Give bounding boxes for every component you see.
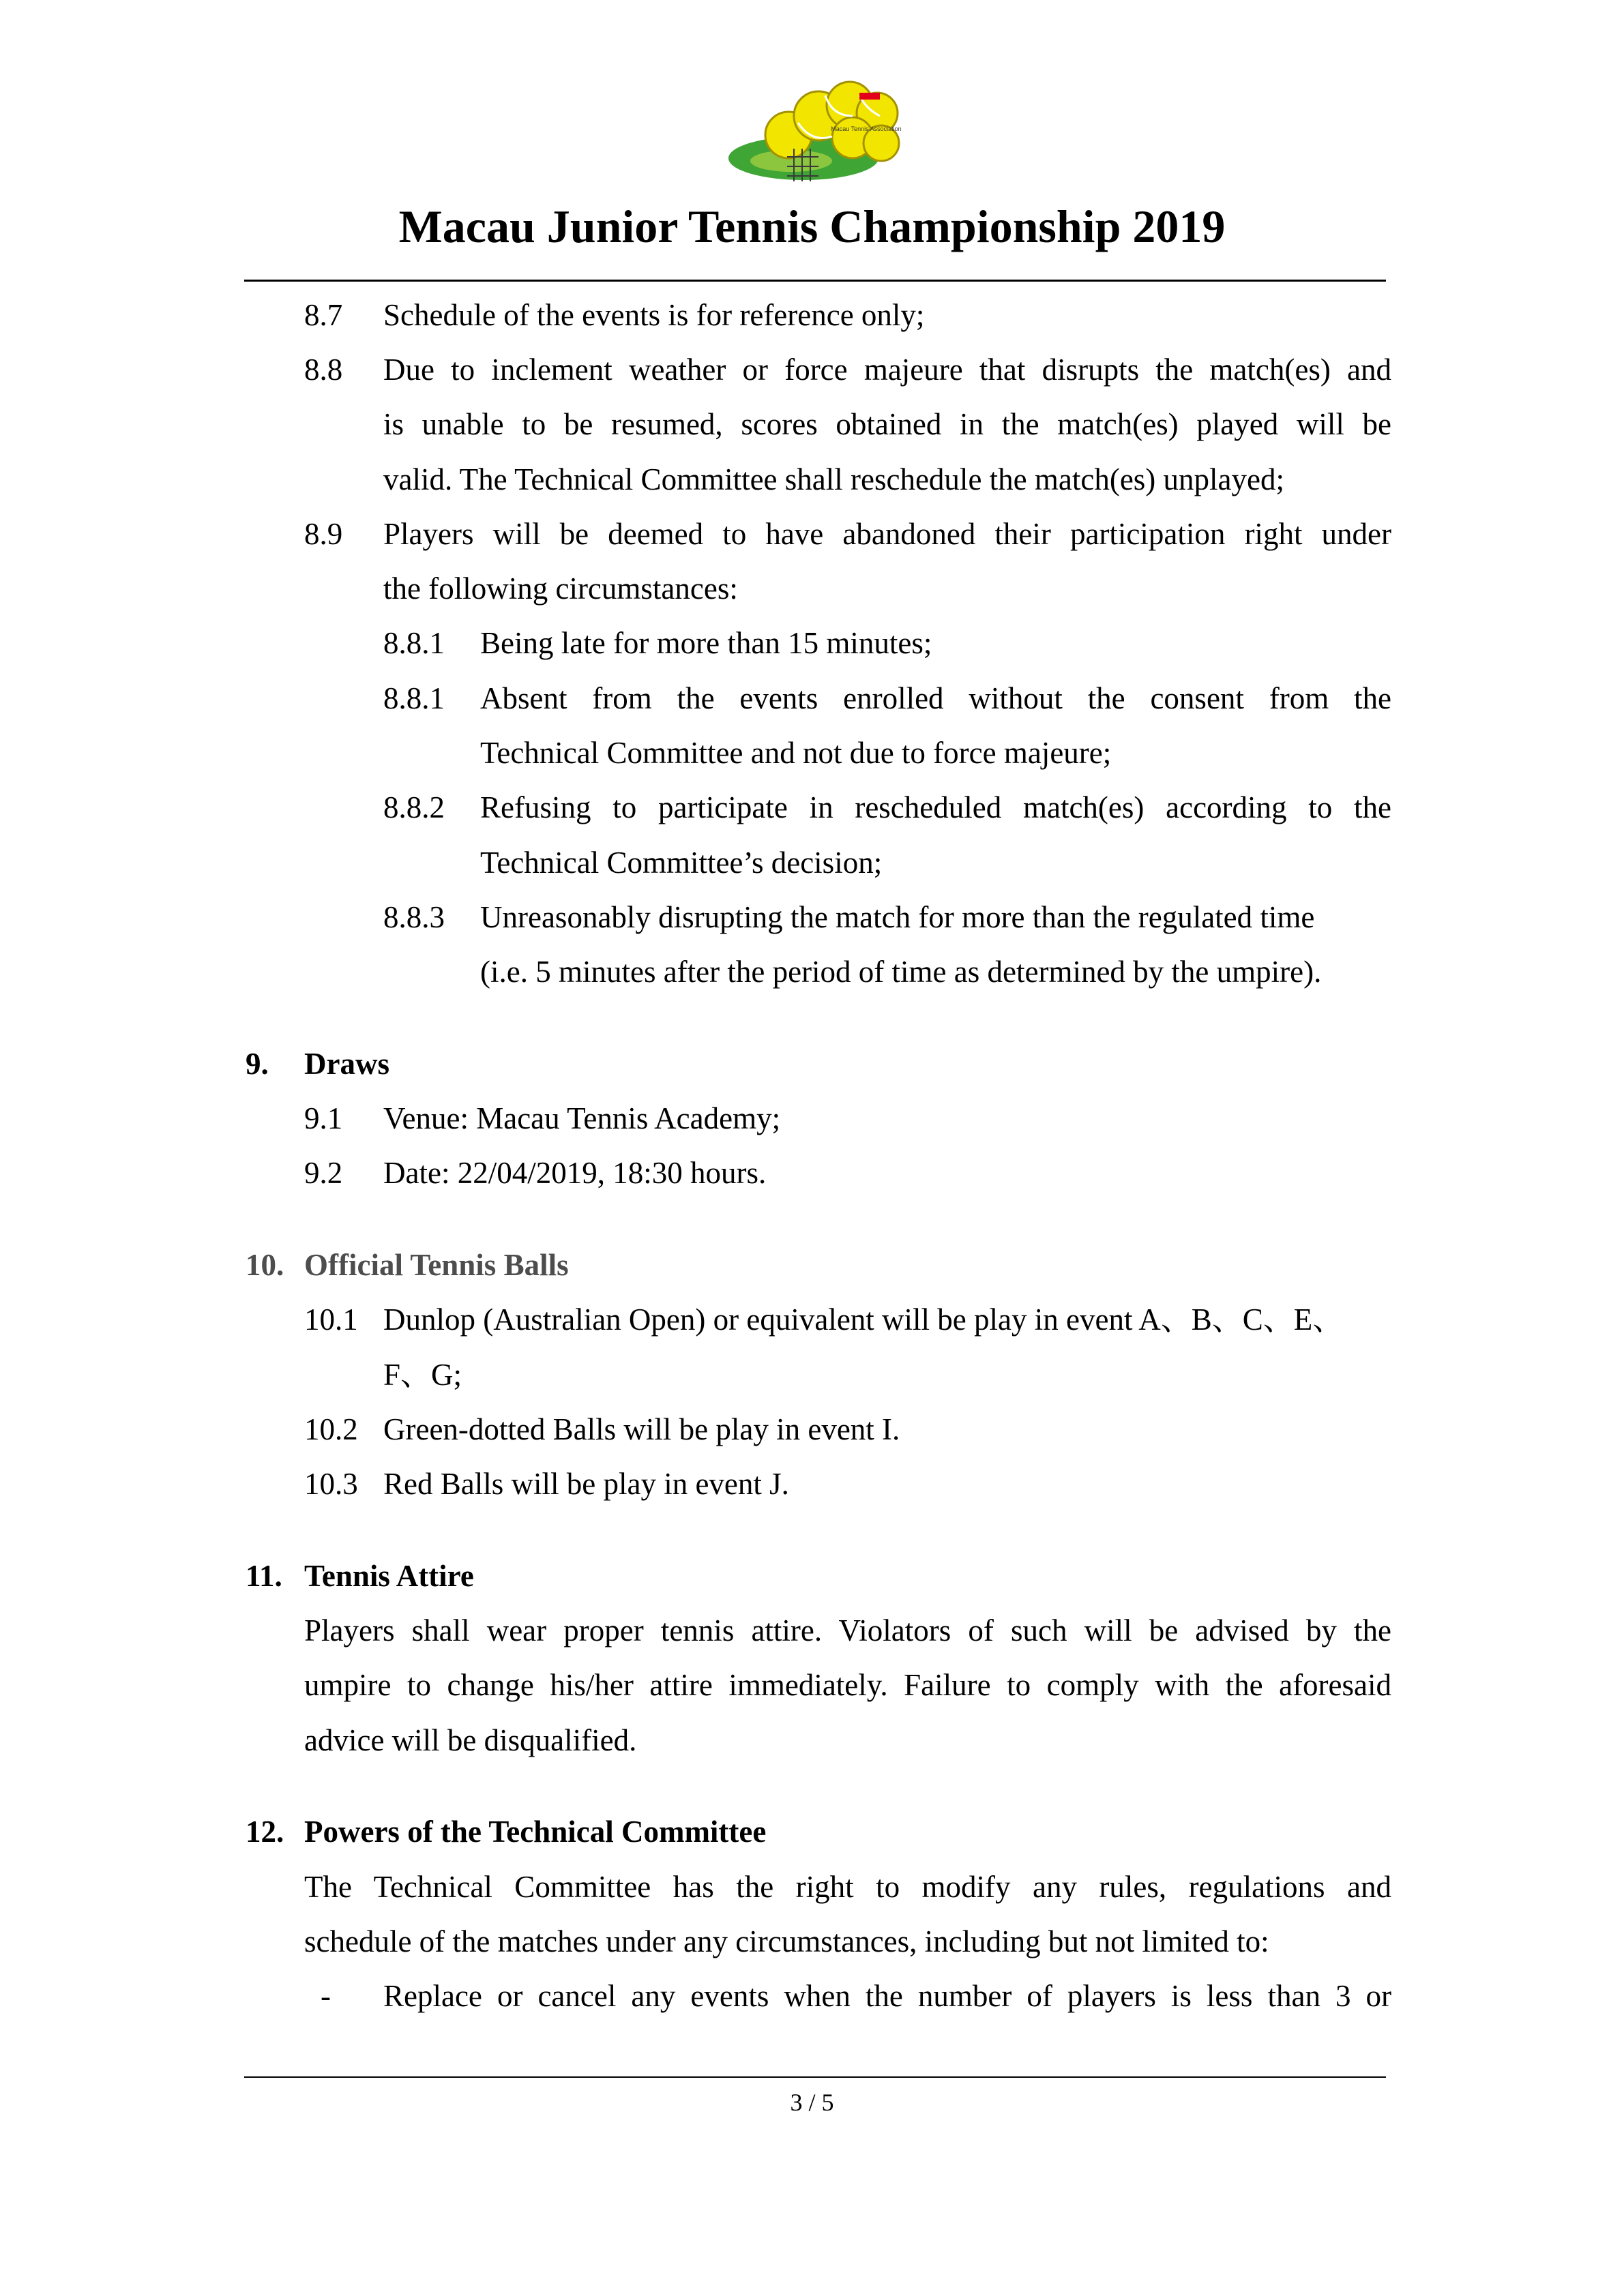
item-text: Date: 22/04/2019, 18:30 hours. — [383, 1156, 767, 1190]
item-text: Red Balls will be play in event J. — [383, 1467, 789, 1501]
subitem-number: 8.8.1 — [383, 626, 445, 660]
subitem-text: Technical Committee and not due to force majeure; — [480, 736, 1112, 770]
subitem-text: Technical Committee’s decision; — [480, 846, 883, 880]
section-heading: Powers of the Technical Committee — [304, 1815, 767, 1849]
section-number: 9. — [246, 1047, 269, 1081]
paragraph-line: The Technical Committee has the right to modify any rules, regulations and — [304, 1870, 1391, 1904]
subitem-text: Unreasonably disrupting the match for more than the regulated time — [480, 900, 1315, 934]
paragraph-line: schedule of the matches under any circumstances, including but not limited to: — [304, 1924, 1269, 1958]
paragraph-line: umpire to change his/her attire immediately. Failure to comply with the aforesaid — [304, 1668, 1391, 1702]
section-heading: Official Tennis Balls — [304, 1248, 569, 1282]
item-text: Schedule of the events is for reference only; — [383, 298, 925, 332]
item-number: 8.8 — [304, 353, 343, 387]
item-text: Venue: Macau Tennis Academy; — [383, 1101, 781, 1135]
item-text: Dunlop (Australian Open) or equivalent will be play in event A、B、C、E、 — [383, 1302, 1344, 1337]
document-title: Macau Junior Tennis Championship 2019 — [398, 200, 1226, 252]
subitem-text: Being late for more than 15 minutes; — [480, 626, 932, 660]
subitem-number: 8.8.3 — [383, 900, 445, 934]
item-text: is unable to be resumed, scores obtained in the match(es) played will be — [383, 407, 1391, 441]
item-text: Green-dotted Balls will be play in event I. — [383, 1412, 900, 1446]
section-number: 10. — [246, 1248, 284, 1282]
item-number: 8.7 — [304, 298, 343, 332]
subitem-number: 8.8.1 — [383, 681, 445, 715]
item-text: Players will be deemed to have abandoned their participation right under — [383, 517, 1391, 551]
item-number: 10.3 — [304, 1467, 358, 1501]
subitem-text: Refusing to participate in rescheduled match(es) according to the — [480, 790, 1391, 824]
item-number: 10.1 — [304, 1302, 358, 1337]
paragraph-line: advice will be disqualified. — [304, 1723, 637, 1757]
section-number: 12. — [246, 1815, 284, 1849]
footer-divider — [244, 2076, 1386, 2078]
item-text: Due to inclement weather or force majeure that disrupts the match(es) and — [383, 353, 1391, 387]
bullet-text: Replace or cancel any events when the number of players is less than 3 or — [383, 1979, 1391, 2013]
section-heading: Draws — [304, 1047, 389, 1081]
subitem-number: 8.8.2 — [383, 790, 445, 824]
item-text: valid. The Technical Committee shall reschedule the match(es) unplayed; — [383, 462, 1284, 496]
svg-text:Macau Tennis Association: Macau Tennis Association — [831, 125, 902, 132]
page-number: 3 / 5 — [790, 2089, 834, 2116]
item-number: 8.9 — [304, 517, 343, 551]
section-number: 11. — [246, 1559, 282, 1593]
subitem-text: (i.e. 5 minutes after the period of time as determined by the umpire). — [480, 955, 1322, 989]
item-text: the following circumstances: — [383, 571, 738, 606]
item-number: 9.1 — [304, 1101, 343, 1135]
paragraph-line: Players shall wear proper tennis attire. Violators of such will be advised by the — [304, 1613, 1391, 1648]
item-text: F、G; — [383, 1358, 462, 1392]
subitem-text: Absent from the events enrolled without the consent from the — [480, 681, 1391, 715]
item-number: 9.2 — [304, 1156, 343, 1190]
item-number: 10.2 — [304, 1412, 358, 1446]
bullet-marker: - — [321, 1979, 331, 2013]
section-heading: Tennis Attire — [304, 1559, 474, 1593]
